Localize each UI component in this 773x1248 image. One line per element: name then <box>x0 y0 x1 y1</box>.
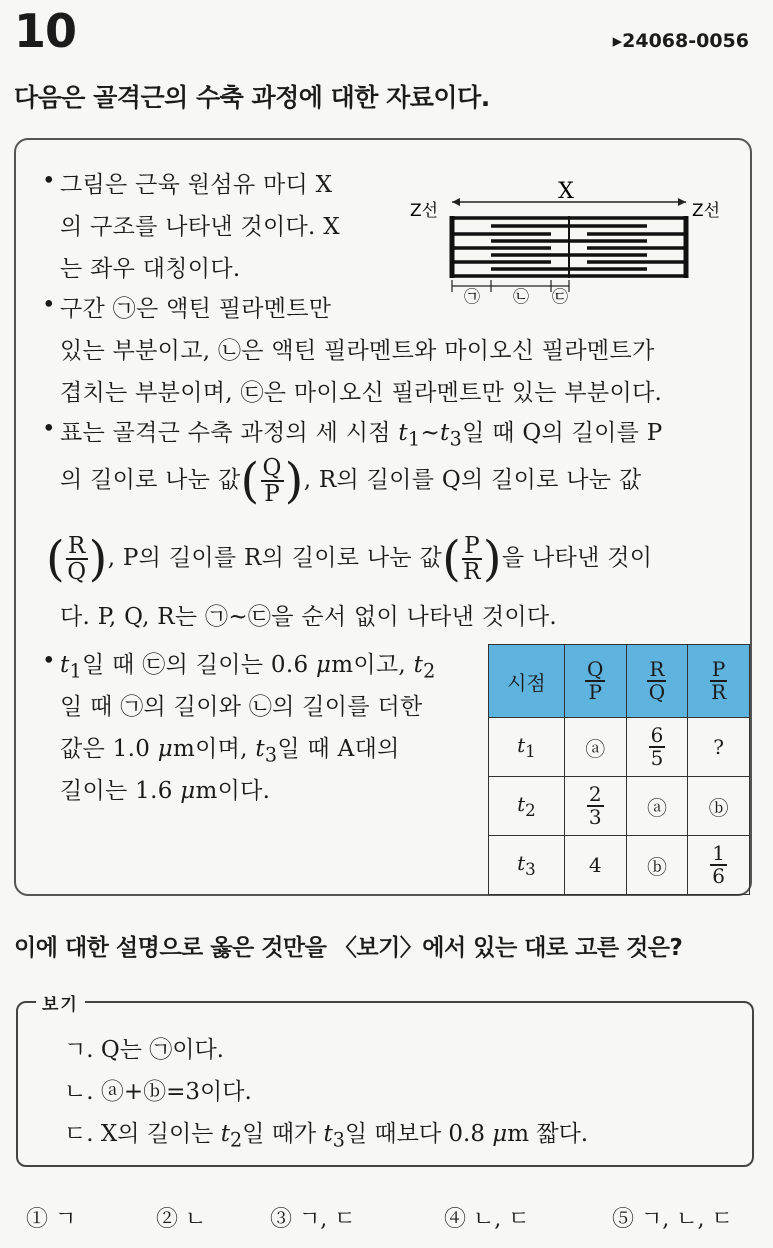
choice-4[interactable]: ④ ㄴ, ㄷ <box>444 1207 530 1232</box>
fraction-r-over-q: $\frac{R}{Q}$ <box>67 533 87 586</box>
z-line-left-label: Z선 <box>410 201 439 221</box>
table-cell: ? <box>688 718 750 777</box>
arrow-left-icon <box>452 198 460 206</box>
statement-3: ㄷ. X의 길이는 $t_2$일 때가 $t_3$일 때보다 0.8 μm 짧다. <box>64 1121 589 1152</box>
text-line: 구간 ㉠은 액틴 필라멘트만 <box>60 296 332 322</box>
question-prompt: 다음은 골격근의 수축 과정에 대한 자료이다. <box>14 83 490 112</box>
table-cell: ⓑ <box>626 836 688 895</box>
text-line: 다. P, Q, R는 ㉠~㉢을 순서 없이 나타낸 것이다. <box>60 604 557 630</box>
question-code: ▸24068-0056 <box>612 30 749 52</box>
table-cell: $\frac{1}{6}$ <box>688 836 750 895</box>
ratio-table <box>488 644 750 895</box>
z-line-right-label: Z선 <box>692 201 721 221</box>
table-cell: $\frac{6}{5}$ <box>626 718 688 777</box>
bullet: • <box>42 168 56 194</box>
text-line: 일 때 ㉠의 길이와 ㉡의 길이를 더한 <box>60 694 423 720</box>
table-header-r-over-q: $\frac{R}{Q}$ <box>626 645 688 718</box>
text-line: 길이는 1.6 μm이다. <box>60 778 271 804</box>
choice-3[interactable]: ③ ㄱ, ㄷ <box>270 1207 356 1232</box>
bogi-label: 보기 <box>36 990 85 1015</box>
question-number: 10 <box>14 4 77 58</box>
table-header-q-over-p: $\frac{Q}{P}$ <box>564 645 626 718</box>
table-cell-time: $t_1$ <box>489 718 565 777</box>
statement-2: ㄴ. ⓐ+ⓑ=3이다. <box>64 1079 252 1105</box>
text-line: 의 길이로 나눈 값( $\frac{Q}{P}$ ), R의 길이를 Q의 길이로 나눈 값 <box>60 453 642 510</box>
choice-2[interactable]: ② ㄴ <box>156 1207 207 1232</box>
x-label: X <box>558 179 574 204</box>
table-cell: ⓐ <box>564 718 626 777</box>
text-line: 값은 1.0 μm이며, $t_3$일 때 A대의 <box>60 736 400 767</box>
sarcomere-diagram <box>396 154 736 304</box>
table-cell: ⓐ <box>626 777 688 836</box>
choice-5[interactable]: ⑤ ㄱ, ㄴ, ㄷ <box>612 1207 733 1232</box>
text-line: 겹치는 부분이며, ㉢은 마이오신 필라멘트만 있는 부분이다. <box>60 380 663 406</box>
text-line: 있는 부분이고, ㉡은 액틴 필라멘트와 마이오신 필라멘트가 <box>60 338 655 364</box>
table-header-row <box>489 645 750 718</box>
text-line: 표는 골격근 수축 과정의 세 시점 $t_1\sim t_3$일 때 Q의 길이를 P <box>60 420 663 451</box>
fraction-p-over-r: $\frac{P}{R}$ <box>463 533 481 586</box>
text-line: 그림은 근육 원섬유 마디 X <box>60 172 333 198</box>
bogi-box <box>16 1001 754 1167</box>
segment-label-2: ㉡ <box>512 287 530 304</box>
data-box <box>14 138 752 896</box>
bullet: • <box>42 292 56 318</box>
text-line: ( $\frac{R}{Q}$ ), P의 길이를 R의 길이로 나눈 값( $\frac{P}{R}$ )을 나타낸 것이 <box>46 531 653 588</box>
arrow-right-icon <box>678 198 686 206</box>
table-cell: $\frac{2}{3}$ <box>564 777 626 836</box>
statement-1: ㄱ. Q는 ㉠이다. <box>64 1037 224 1063</box>
bullet: • <box>42 648 56 674</box>
fraction-q-over-p: $\frac{Q}{P}$ <box>262 455 282 508</box>
table-cell: ⓑ <box>688 777 750 836</box>
choice-1[interactable]: ① ㄱ <box>26 1207 77 1232</box>
table-cell-time: $t_3$ <box>489 836 565 895</box>
text-line: 는 좌우 대칭이다. <box>60 256 241 282</box>
segment-label-1: ㉠ <box>463 287 481 304</box>
table-row <box>489 777 750 836</box>
question-text: 이에 대한 설명으로 옳은 것만을 〈보기〉에서 있는 대로 고른 것은? <box>14 935 683 961</box>
table-row <box>489 718 750 777</box>
table-header-time: 시점 <box>489 645 565 718</box>
table-cell-time: $t_2$ <box>489 777 565 836</box>
table-cell: 4 <box>564 836 626 895</box>
text-line: 의 구조를 나타낸 것이다. X <box>60 214 340 240</box>
text-line: $t_1$일 때 ㉢의 길이는 0.6 μm이고, $t_2$ <box>60 652 436 683</box>
segment-label-3: ㉢ <box>551 287 569 304</box>
table-header-p-over-r: $\frac{P}{R}$ <box>688 645 750 718</box>
bullet: • <box>42 416 56 442</box>
table-row <box>489 836 750 895</box>
